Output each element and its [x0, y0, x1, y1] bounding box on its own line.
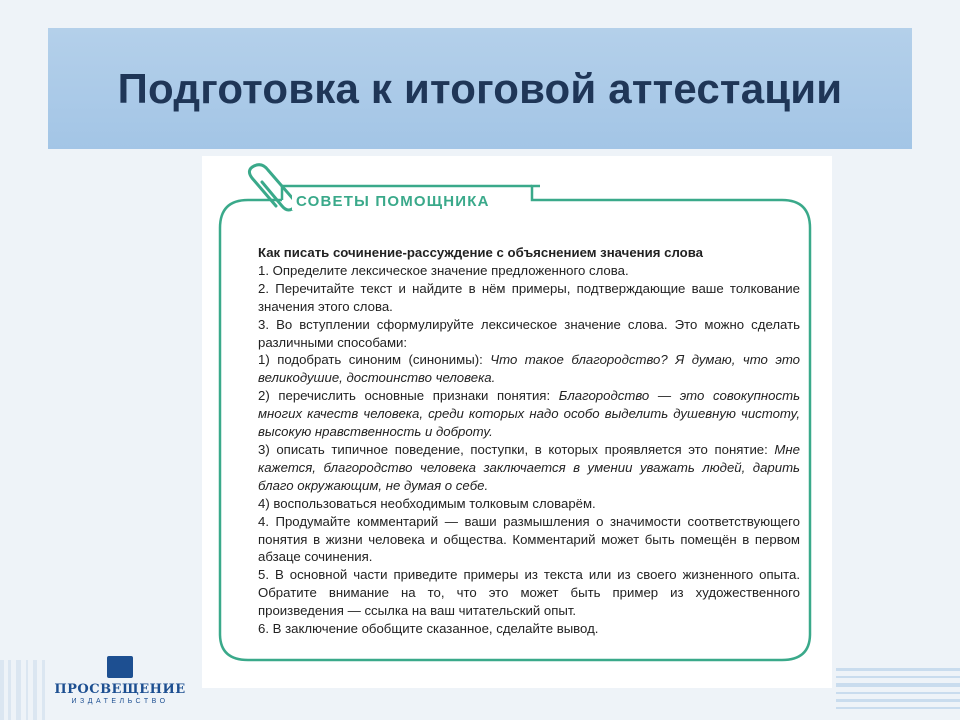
section-label: СОВЕТЫ ПОМОЩНИКА	[292, 193, 494, 210]
method-3-example: Мне кажется, благородство человека заключается в умении уважать людей, дарить благо окружающим, не думая о себе.	[258, 441, 800, 493]
slide-title: Подготовка к итоговой аттестации	[117, 64, 843, 112]
step-1: 1. Определите лексическое значение предложенного слова.	[258, 262, 629, 278]
method-1	[258, 351, 800, 387]
step-4: 4. Продумайте комментарий — ваши размышления о значимости соответствующего понятия в жизни человека и общества. Комментарий может быть помещён в первом абзаце сочинения.	[258, 513, 800, 565]
paperclip-icon	[249, 165, 295, 210]
method-2-example: Благородство — это совокупность многих качеств человека, среди которых надо особо выделить душевную чистоту, высокую нравственность и доброту.	[258, 388, 801, 440]
step-6: 6. В заключение обобщите сказанное, сделайте вывод.	[258, 621, 599, 637]
logo-brand: ПРОСВЕЩЕНИЕ	[54, 682, 186, 697]
publisher-logo	[50, 656, 190, 712]
method-1-text: 1) подобрать синоним (синонимы):	[258, 352, 491, 368]
method-2-text: 2) перечислить основные признаки понятия:	[258, 388, 559, 404]
method-3-text: 3) описать типичное поведение, поступки, в которых проявляется это понятие:	[258, 441, 775, 457]
step-2: 2. Перечитайте текст и найдите в нём примеры, подтверждающие ваше толкование значения этого слова.	[258, 280, 800, 314]
method-4: 4) воспользоваться необходимым толковым словарём.	[258, 495, 596, 511]
advice-content	[258, 244, 800, 638]
method-2	[258, 387, 800, 441]
method-1-example: Что такое благородство? Я думаю, что это великодушие, достоинство человека.	[258, 352, 801, 386]
logo-subtitle: ИЗДАТЕЛЬСТВО	[71, 698, 169, 705]
method-3	[258, 441, 800, 495]
advice-heading: Как писать сочинение-рассуждение с объяснением значения слова	[258, 245, 703, 260]
textbook-page	[202, 156, 832, 688]
book-emblem-icon	[107, 656, 133, 678]
step-5: 5. В основной части приведите примеры из текста или из своего жизненного опыта. Обратите внимание на то, что это может быть пример из художественного произведения — ссылка на ваш читательский опыт.	[258, 567, 800, 619]
title-bar	[48, 28, 912, 149]
step-3: 3. Во вступлении сформулируйте лексическое значение слова. Это можно сделать различными способами:	[258, 316, 800, 350]
